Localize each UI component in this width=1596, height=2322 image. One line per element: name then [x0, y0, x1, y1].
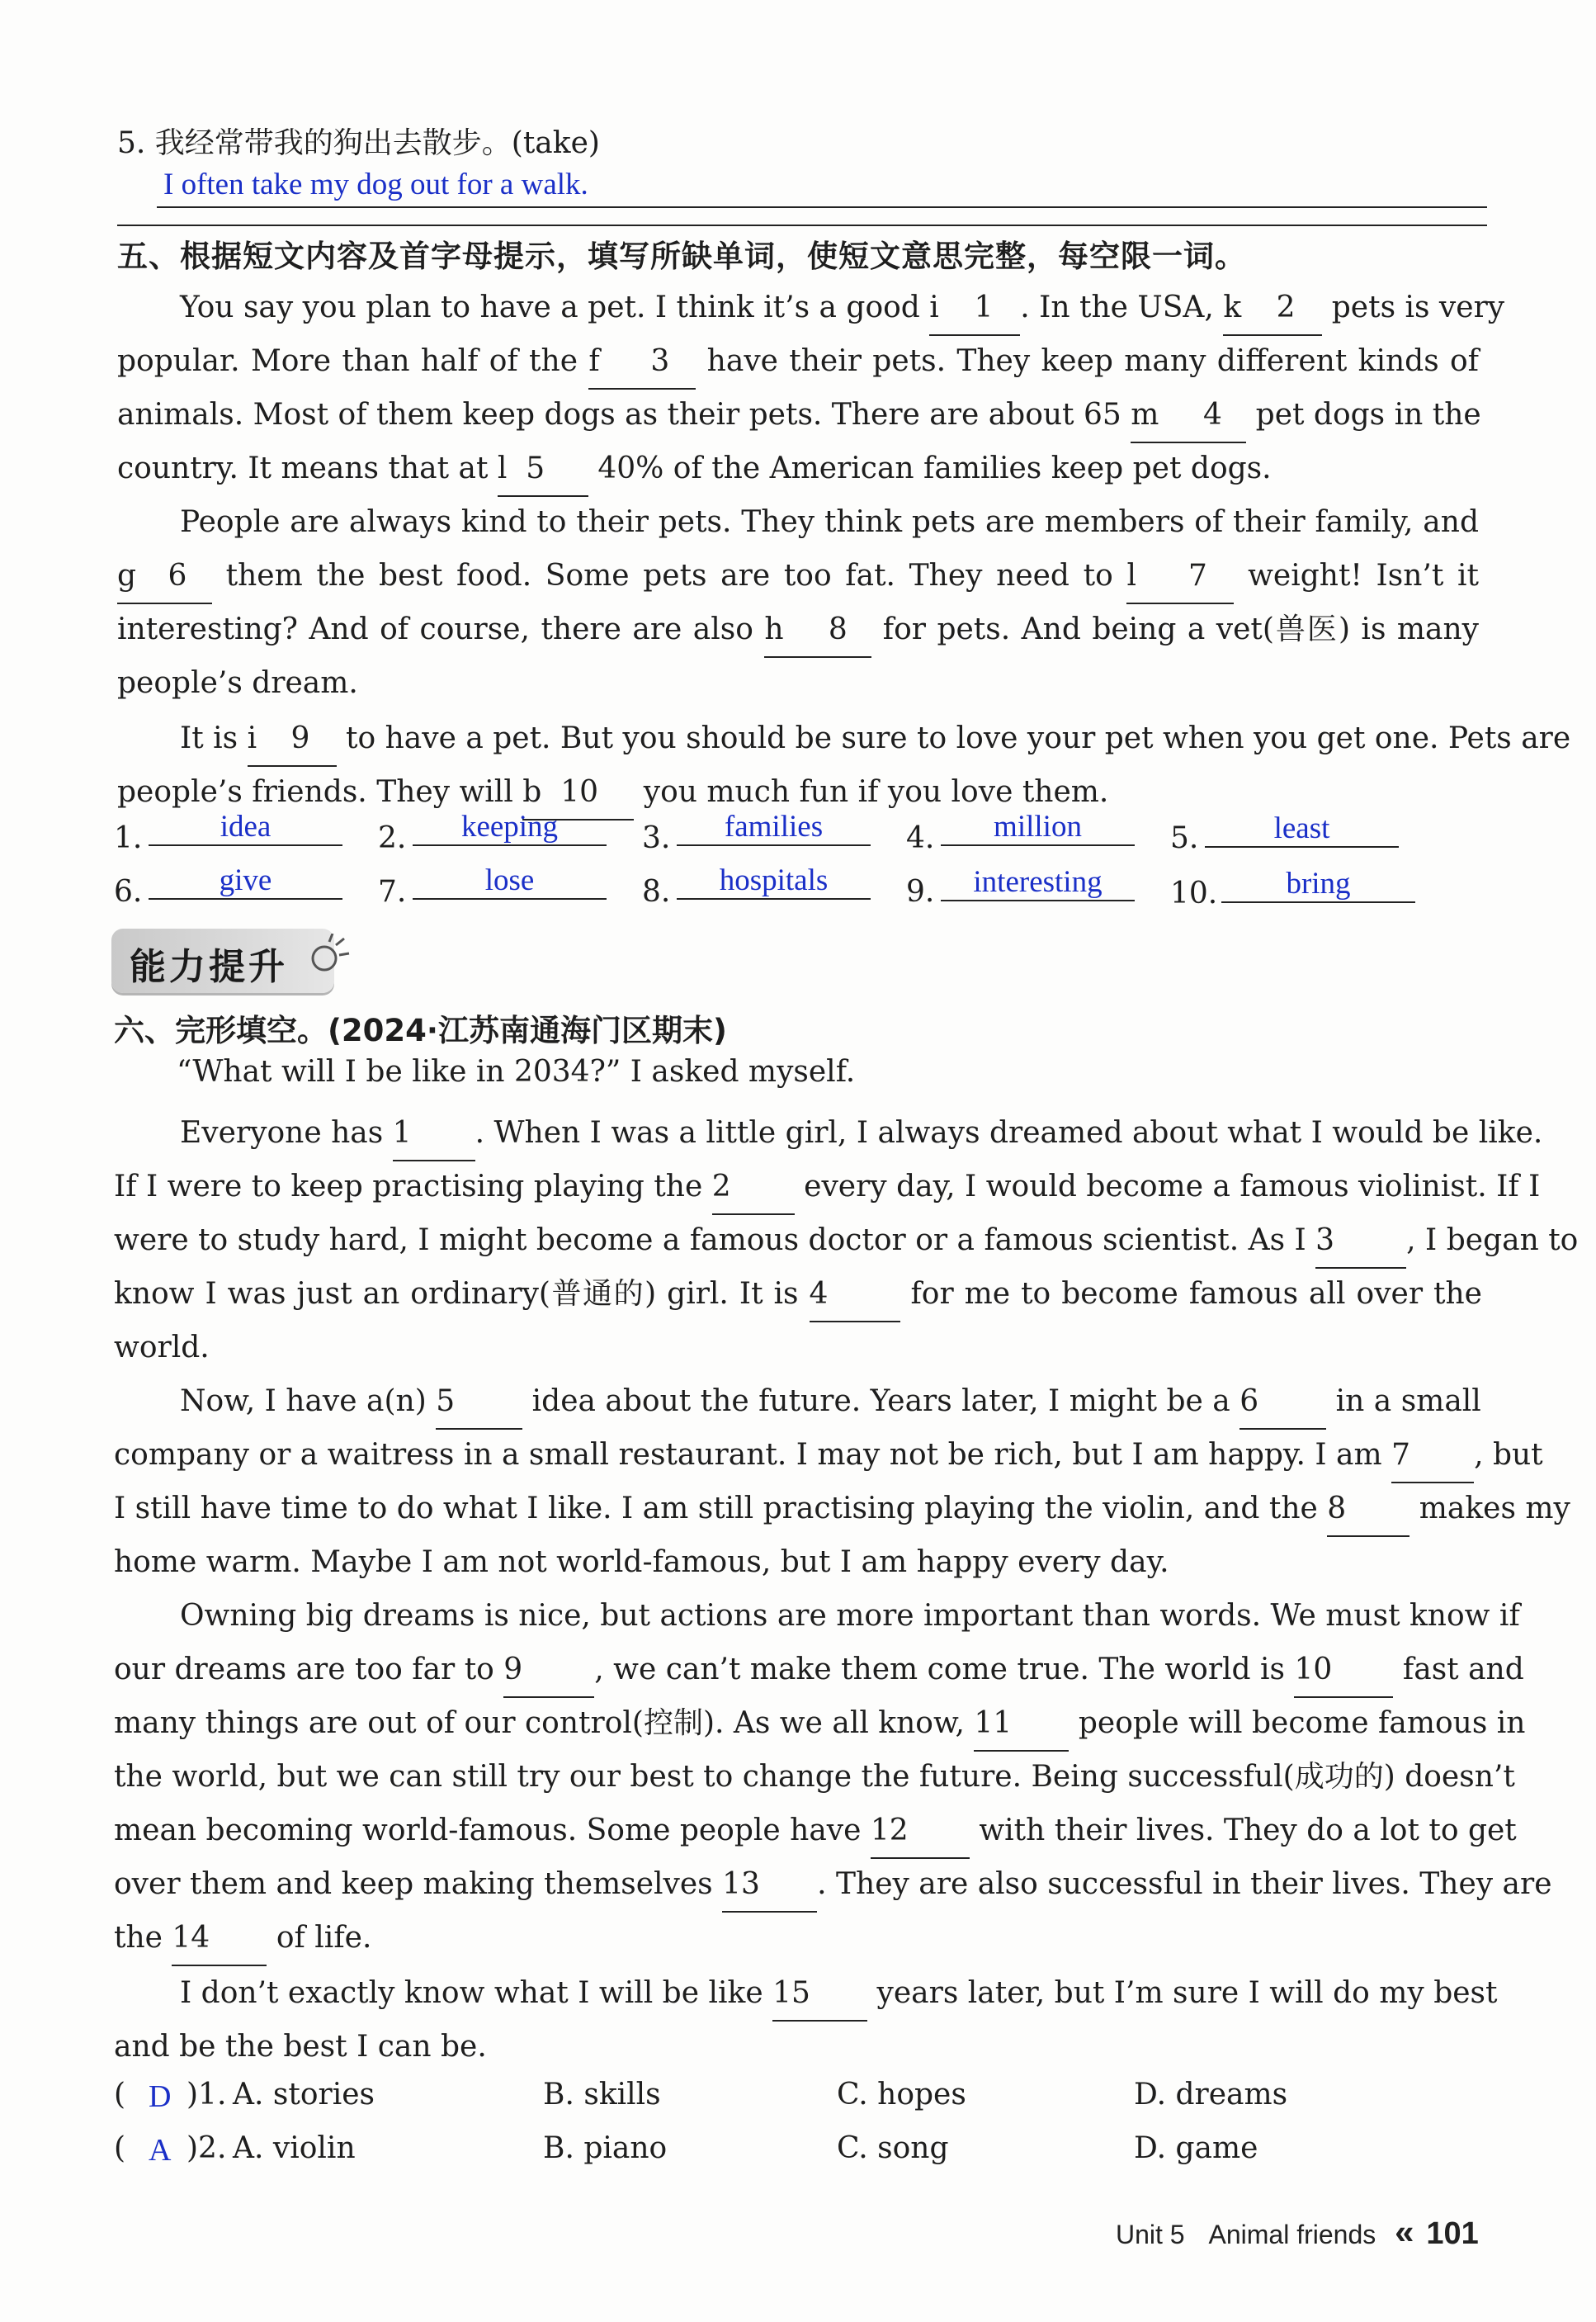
passage-line: interesting? And of course, there are also h 8 for pets. And being a vet(兽医) is many	[117, 603, 1479, 658]
option: C. hopes	[837, 2078, 966, 2112]
option: D. game	[1134, 2131, 1258, 2165]
answer-2: keeping	[413, 809, 607, 846]
passage-line: animals. Most of them keep dogs as their pets. There are about 65 m 4 pet dogs in the	[117, 388, 1479, 443]
passage-line: country. It means that at l 5 40% of the American families keep pet dogs.	[117, 442, 1479, 497]
choice-num-1: )1.	[187, 2078, 227, 2112]
passage-line: and be the best I can be.	[114, 2030, 487, 2064]
lightbulb-icon	[303, 934, 352, 983]
answer-7: lose	[413, 863, 607, 900]
choice-num-2: )2.	[187, 2131, 227, 2165]
choice-answer-1: D	[149, 2079, 172, 2114]
passage-line: Everyone has 1 . When I was a little girl, I always dreamed about what I would be like.	[180, 1106, 1479, 1161]
passage-line: company or a waitress in a small restaurant. I may not be rich, but I am happy. I am 7 , but	[114, 1428, 1482, 1483]
option: B. skills	[543, 2078, 661, 2112]
passage-line: mean becoming world-famous. Some people have 12 with their lives. They do a lot to get	[114, 1804, 1482, 1859]
answer-10: bring	[1221, 866, 1415, 903]
passage-line: know I was just an ordinary(普通的) girl. It is 4 for me to become famous all over the	[114, 1267, 1482, 1322]
passage-line: I don’t exactly know what I will be like 15 years later, but I’m sure I will do my best	[180, 1966, 1479, 2022]
section-5-heading: 五、根据短文内容及首字母提示，填写所缺单词，使短文意思完整，每空限一词。	[117, 239, 1246, 274]
passage-line: If I were to keep practising playing the 2 every day, I would become a famous violinist. If I	[114, 1160, 1482, 1215]
passage-line: g 6 them the best food. Some pets are too fat. They need to l 7 weight! Isn’t it	[117, 549, 1479, 604]
passage-line: were to study hard, I might become a famous doctor or a famous scientist. As I 3 , I began to	[114, 1213, 1482, 1269]
answer-line	[157, 206, 1487, 208]
passage-line: our dreams are too far to 9 , we can’t make them come true. The world is 10 fast and	[114, 1643, 1482, 1698]
passage-line: home warm. Maybe I am not world-famous, but I am happy every day.	[114, 1545, 1169, 1579]
passage-line: popular. More than half of the f 3 have their pets. They keep many different kinds of	[117, 334, 1479, 390]
passage-line: I still have time to do what I like. I am still practising playing the violin, and the 8 makes my	[114, 1482, 1482, 1537]
section-6-heading: 六、完形填空。(2024·江苏南通海门区期末)	[114, 1013, 727, 1048]
option: D. dreams	[1134, 2078, 1288, 2112]
passage-line: the world, but we can still try our best to change the future. Being successful(成功的) doesn’t	[114, 1760, 1515, 1794]
passage-line: people’s dream.	[117, 666, 358, 700]
answer-6: give	[149, 863, 342, 900]
option: C. song	[837, 2131, 949, 2165]
page-number: 101	[1426, 2216, 1479, 2251]
question-5-prompt: 5. 我经常带我的狗出去散步。(take)	[117, 126, 600, 160]
choice-answer-2: A	[149, 2133, 172, 2168]
passage-line: world.	[114, 1331, 210, 1364]
passage-line: people’s friends. They will b 10 you much fun if you love them.	[117, 765, 1479, 821]
passage-line: “What will I be like in 2034?” I asked myself.	[177, 1055, 856, 1089]
ability-banner	[111, 929, 334, 993]
page-footer	[1116, 2212, 1479, 2252]
answer-1: idea	[149, 809, 342, 846]
option: B. piano	[543, 2131, 668, 2165]
ability-banner-label: 能力提升	[130, 946, 288, 988]
passage-line: the 14 of life.	[114, 1911, 1482, 1966]
chevron-left-icon: «	[1395, 2212, 1414, 2251]
passage-line: Now, I have a(n) 5 idea about the future. Years later, I might be a 6 in a small	[180, 1374, 1479, 1430]
question-5-answer: I often take my dog out for a walk.	[163, 168, 588, 201]
answer-5: least	[1205, 811, 1399, 848]
option: A. stories	[233, 2078, 375, 2112]
passage-line: many things are out of our control(控制). As we all know, 11 people will become famous in	[114, 1696, 1482, 1752]
footer-unit: Unit 5	[1116, 2220, 1185, 2249]
passage-line: Owning big dreams is nice, but actions are more important than words. We must know if	[180, 1599, 1520, 1633]
passage-line: It is i 9 to have a pet. But you should be sure to love your pet when you get one. Pets are	[180, 712, 1479, 767]
answer-3: families	[677, 809, 871, 846]
passage-line: over them and keep making themselves 13 . They are also successful in their lives. They are	[114, 1857, 1482, 1913]
passage-line: You say you plan to have a pet. I think it’s a good i 1 . In the USA, k 2 pets is very	[180, 281, 1479, 336]
answer-4: million	[941, 809, 1135, 846]
option: A. violin	[233, 2131, 356, 2165]
answer-9: interesting	[941, 864, 1135, 901]
section-divider	[117, 225, 1487, 226]
answer-8: hospitals	[677, 863, 871, 900]
footer-title: Animal friends	[1208, 2220, 1376, 2249]
passage-line: People are always kind to their pets. They think pets are members of their family, and	[180, 505, 1479, 539]
